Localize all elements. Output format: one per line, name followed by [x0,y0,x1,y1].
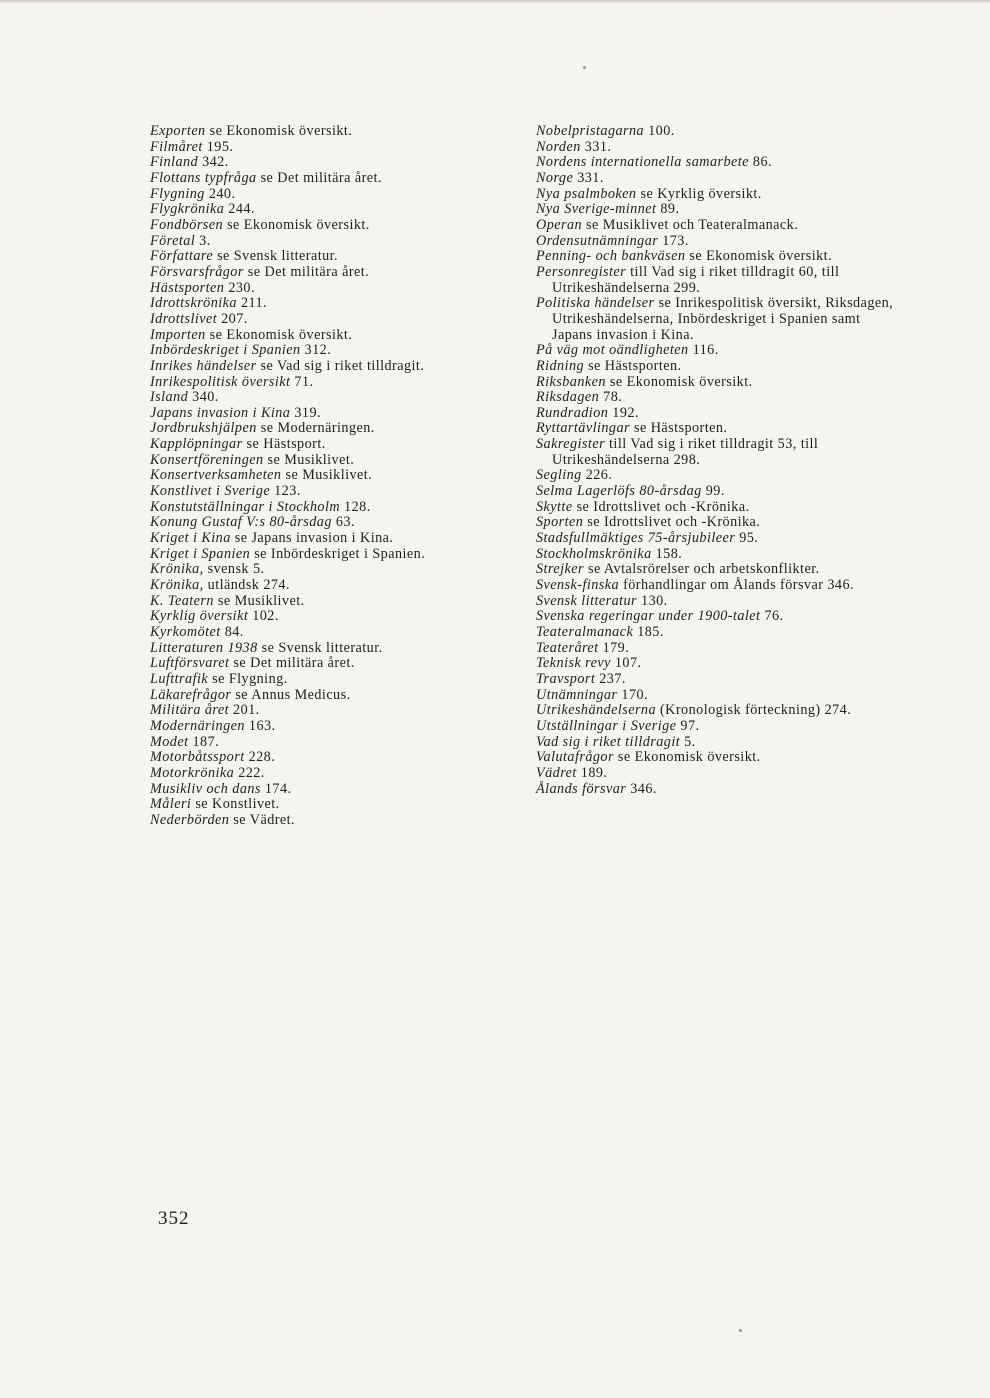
index-reference: se Hästsporten. [584,357,682,374]
index-entry [150,359,515,375]
index-term: Politiska händelser [536,295,655,312]
index-term: Företal [150,232,196,249]
index-term: Nordens internationella samarbete [536,154,749,171]
index-reference: 340. [188,389,219,406]
index-entry [536,265,901,296]
index-entry [150,735,515,751]
index-reference: se Ekonomisk översikt. [205,326,353,343]
index-term: Idrottslivet [150,310,218,327]
index-term: På väg mot oändligheten [536,342,689,359]
index-reference: 158. [651,545,683,562]
index-reference: 5. [680,733,696,750]
index-entry [150,625,515,641]
index-reference: svensk 5. [203,561,265,578]
index-term: Utställningar i Sverige [536,717,677,734]
index-term: Svensk litteratur [536,592,638,609]
index-reference: se Japans invasion i Kina. [230,530,394,547]
index-reference: utländsk 274. [203,577,290,594]
index-reference: 222. [234,764,265,781]
index-entry [150,155,515,171]
index-term: Filmåret [150,138,203,155]
index-term: Konstlivet i Sverige [150,483,271,500]
index-entry [536,578,901,594]
index-term: Kyrklig översikt [150,608,249,625]
index-entry [150,249,515,265]
index-reference: 107. [610,655,642,672]
index-term: Norge [536,169,574,186]
index-entry [536,140,901,156]
index-reference: 185. [633,624,664,640]
index-reference: 319. [290,404,321,421]
index-term: Ålands försvar [536,780,627,797]
index-reference: 187. [188,733,220,750]
index-entry [536,249,901,265]
index-entry [150,766,515,782]
index-reference: 240. [204,185,236,202]
index-term: Nobelpristagarna [536,123,645,139]
index-term: Utnämningar [536,686,618,703]
index-entry [150,328,515,344]
index-reference: se Flygning. [208,670,288,687]
index-term: Måleri [150,796,192,813]
index-term: Strejker [536,561,584,578]
index-term: Musikliv och dans [150,780,261,797]
index-reference: se Hästsport. [242,436,326,453]
index-reference: se Konstlivet. [191,796,280,813]
index-term: Motorkrönika [150,764,235,781]
index-reference: (Kronologisk förteckning) 274. [656,702,852,719]
index-entry [536,594,901,610]
index-entry [536,766,901,782]
index-term: Motorbåtssport [150,749,245,766]
index-reference: 89. [656,201,680,218]
index-term: Luftförsvaret [150,655,230,672]
index-reference: 174. [260,780,292,797]
index-entry [536,609,901,625]
index-entry [536,155,901,171]
index-term: Finland [150,154,199,171]
index-term: Vad sig i riket tilldragit [536,733,681,750]
index-entry [150,813,515,829]
index-reference: 207. [217,310,248,327]
index-reference: 173. [658,232,689,249]
index-entry [536,735,901,751]
index-reference: 123. [270,483,301,500]
index-entry [150,547,515,563]
index-entry [150,562,515,578]
index-reference: 163. [244,717,276,734]
index-reference: 86. [748,154,773,171]
index-entry [536,641,901,657]
index-entry [150,750,515,766]
index-term: Läkarefrågor [150,686,232,703]
index-reference: 3. [195,232,211,249]
index-term: Nya psalmboken [536,185,637,202]
index-term: Kyrkomötet [150,624,221,640]
index-entry [536,562,901,578]
index-reference: 179. [598,639,630,656]
index-entry [150,578,515,594]
index-entry [536,218,901,234]
index-reference: 84. [220,624,244,640]
index-term: Skytte [536,498,573,515]
index-term: Flottans typfråga [150,169,257,186]
index-term: Svensk-finska [536,577,620,594]
index-term: Litteraturen 1938 [150,639,258,656]
index-reference: se Avtalsrörelser och arbetskonflikter. [583,561,820,578]
index-entry [536,375,901,391]
index-entry [150,234,515,250]
index-entry [150,656,515,672]
index-reference: se Kyrklig översikt. [636,185,762,202]
index-term: Inrikespolitisk översikt [150,373,291,390]
index-entry [150,594,515,610]
index-entry [150,171,515,187]
index-reference: 312. [300,342,332,359]
index-entry [536,171,901,187]
index-term: Ridning [536,357,585,374]
index-reference: 128. [340,498,371,515]
index-entry [536,296,901,343]
index-reference: till Vad sig i riket tilldragit 60, till Utrikeshändelserna 299. [552,263,840,296]
index-reference: 97. [676,717,700,734]
index-entry [536,531,901,547]
index-entry [536,656,901,672]
index-column-left [150,124,515,829]
index-entry [536,202,901,218]
index-reference: 230. [224,279,255,296]
index-term: Island [150,389,189,406]
index-term: Riksbanken [536,373,606,390]
index-reference: se Ekonomisk översikt. [223,216,370,233]
index-entry [536,547,901,563]
index-reference: se Vad sig i riket tilldragit. [256,357,425,374]
index-term: Operan [536,216,583,233]
index-term: K. Teatern [150,592,214,609]
index-reference: förhandlingar om Ålands försvar 346. [619,577,855,594]
index-term: Kriget i Kina [150,530,231,547]
index-entry [150,202,515,218]
index-reference: 76. [760,608,784,625]
index-entry [536,625,901,641]
index-term: Modernäringen [150,717,245,734]
index-reference: 237. [595,670,626,687]
index-reference: se Det militära året. [243,263,370,280]
index-entry [150,609,515,625]
page-top-edge [0,0,990,4]
index-term: Jordbrukshjälpen [150,420,257,437]
index-term: Penning- och bankväsen [536,248,686,265]
index-term: Nederbörden [150,811,230,828]
index-entry [150,312,515,328]
index-term: Konstutställningar i Stockholm [150,498,341,515]
index-entry [536,515,901,531]
index-entry [150,421,515,437]
index-term: Vädret [536,764,577,781]
index-entry [536,359,901,375]
index-entry [150,703,515,719]
index-entry [536,421,901,437]
index-reference: se Musiklivet och Teateralmanack. [582,216,799,233]
index-entry [150,797,515,813]
index-reference: se Ekonomisk översikt. [685,248,833,265]
index-entry [536,406,901,422]
index-entry [150,688,515,704]
index-reference: se Inrikespolitisk översikt, Riksdagen, Utrikeshändelserna, Inbördeskriget i Spanien samt Japans invasion i Kina. [552,295,894,343]
index-entry [150,375,515,391]
index-reference: se Svensk litteratur. [213,248,339,265]
index-term: Personregister [536,263,627,280]
index-reference: 100. [644,123,675,139]
index-term: Flygning [150,185,205,202]
index-entry [150,406,515,422]
index-term: Norden [536,138,581,155]
index-term: Segling [536,467,582,484]
index-reference: 226. [581,467,613,484]
index-term: Krönika, [150,577,204,594]
index-entry [150,453,515,469]
index-reference: 95. [735,530,759,547]
index-reference: 342. [198,154,229,171]
index-term: Försvarsfrågor [150,263,244,280]
index-reference: se Inbördeskriget i Spanien. [250,545,426,562]
index-term: Sakregister [536,436,606,453]
index-term: Teateralmanack [536,624,634,640]
index-reference: 228. [244,749,276,766]
index-term: Fondbörsen [150,216,224,233]
index-column-right [536,124,901,797]
index-entry [150,641,515,657]
index-entry [150,782,515,798]
index-entry [150,719,515,735]
index-entry [536,484,901,500]
index-term: Ordensutnämningar [536,232,659,249]
index-entry [150,343,515,359]
index-entry [536,124,901,140]
index-reference: se Annus Medicus. [231,686,351,703]
index-entry [150,531,515,547]
index-term: Travsport [536,670,596,687]
index-reference: 130. [637,592,668,609]
index-reference: se Musiklivet. [213,592,305,609]
index-entry [536,703,901,719]
index-term: Idrottskrönika [150,295,237,312]
index-term: Krönika, [150,561,204,578]
index-reference: 78. [599,389,623,406]
index-entry [536,468,901,484]
index-reference: 195. [202,138,234,155]
index-term: Kapplöpningar [150,436,243,453]
index-reference: 99. [701,483,725,500]
index-term: Inbördeskriget i Spanien [150,342,301,359]
index-entry [536,688,901,704]
index-entry [150,390,515,406]
index-entry [536,437,901,468]
index-term: Teateråret [536,639,599,656]
index-term: Valutafrågor [536,749,614,766]
index-entry [536,672,901,688]
index-entry [150,672,515,688]
index-reference: se Idrottslivet och -Krönika. [583,514,761,531]
index-reference: 189. [576,764,608,781]
print-speck [583,66,586,69]
index-term: Flygkrönika [150,201,225,218]
index-entry [150,437,515,453]
index-entry [150,500,515,516]
index-reference: 170. [617,686,649,703]
index-term: Svenska regeringar under 1900-talet [536,608,761,625]
index-entry [150,484,515,500]
index-term: Konsertverksamheten [150,467,282,484]
index-entry [150,187,515,203]
index-entry [536,187,901,203]
index-reference: se Det militära året. [229,655,355,672]
index-entry [150,265,515,281]
index-term: Militära året [150,702,230,719]
index-reference: se Musiklivet. [263,451,355,468]
index-entry [536,750,901,766]
index-term: Importen [150,326,206,343]
index-term: Konsertföreningen [150,451,264,468]
index-entry [536,500,901,516]
index-term: Konung Gustaf V:s 80-årsdag [150,514,332,531]
index-reference: 331. [573,169,604,186]
index-reference: 102. [248,608,279,625]
index-reference: 71. [290,373,314,390]
index-entry [150,140,515,156]
index-entry [536,234,901,250]
index-entry [536,782,901,798]
index-entry [150,124,515,140]
index-entry [150,218,515,234]
index-reference: 63. [331,514,355,531]
print-speck [739,1329,742,1332]
index-term: Sporten [536,514,584,531]
index-reference: se Vädret. [229,811,296,828]
index-term: Lufttrafik [150,670,209,687]
index-entry [150,515,515,531]
index-term: Författare [150,248,214,265]
index-reference: 211. [236,295,268,312]
index-term: Riksdagen [536,389,600,406]
page-number: 352 [158,1208,190,1229]
index-term: Kriget i Spanien [150,545,251,562]
index-reference: se Hästsporten. [629,420,728,437]
index-term: Nya Sverige-minnet [536,201,657,218]
index-term: Japans invasion i Kina [150,404,291,421]
index-reference: se Idrottslivet och -Krönika. [572,498,750,515]
index-term: Utrikeshändelserna [536,702,657,719]
index-term: Exporten [150,123,206,139]
index-reference: se Ekonomisk översikt. [613,749,761,766]
index-term: Ryttartävlingar [536,420,630,437]
index-reference: se Ekonomisk översikt. [205,123,353,139]
index-term: Selma Lagerlöfs 80-årsdag [536,483,702,500]
index-term: Hästsporten [150,279,225,296]
index-reference: 331. [580,138,612,155]
index-term: Stockholmskrönika [536,545,652,562]
index-entry [150,281,515,297]
index-reference: 116. [688,342,719,359]
index-reference: 201. [229,702,260,719]
index-reference: 192. [608,404,639,421]
index-reference: se Musiklivet. [281,467,373,484]
index-reference: till Vad sig i riket tilldragit 53, till Utrikeshändelserna 298. [552,436,819,468]
index-entry [150,468,515,484]
index-entry [150,296,515,312]
index-reference: se Svensk litteratur. [257,639,383,656]
index-term: Modet [150,733,189,750]
index-entry [536,390,901,406]
index-reference: se Det militära året. [256,169,382,186]
index-reference: se Modernäringen. [256,420,375,437]
index-term: Teknisk revy [536,655,611,672]
index-reference: 346. [626,780,657,797]
index-term: Rundradion [536,404,609,421]
index-reference: se Ekonomisk översikt. [605,373,753,390]
index-entry [536,343,901,359]
index-term: Stadsfullmäktiges 75-årsjubileer [536,530,736,547]
index-entry [536,719,901,735]
index-reference: 244. [224,201,255,218]
index-term: Inrikes händelser [150,357,257,374]
